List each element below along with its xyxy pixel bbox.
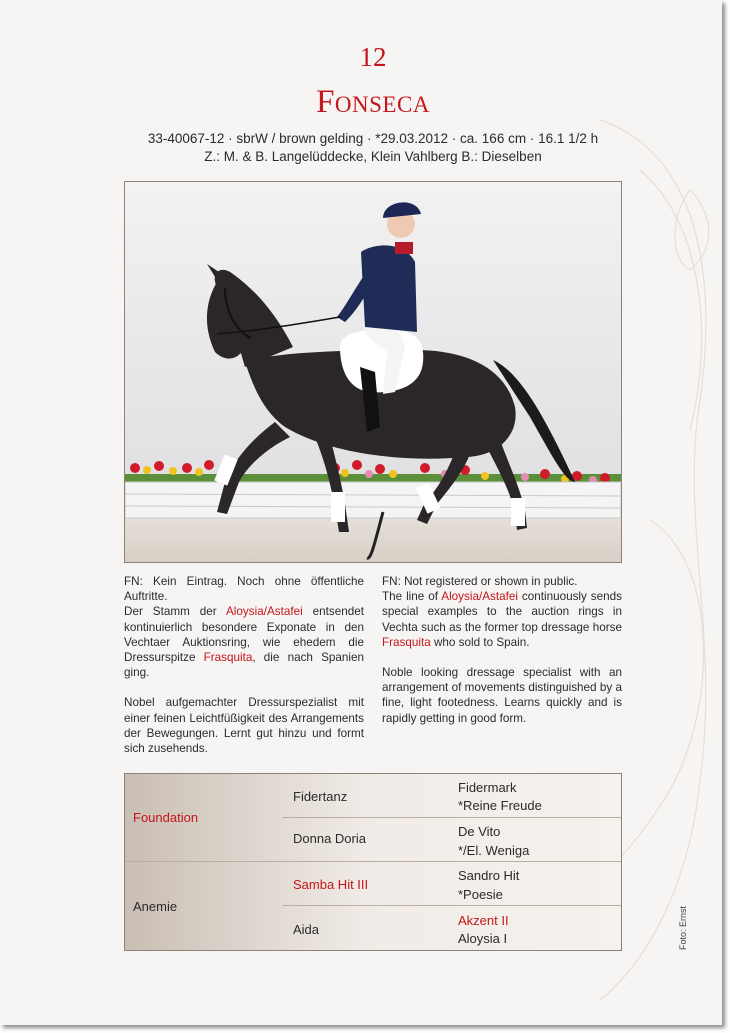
assessment-paragraph-de: Nobel aufgemachter Dressurspezialist mit einer feinen Leichtfüßigkeit des Arrangements der Bewegungen. Lernt gut hinzu und formt sich zusehends. — [124, 696, 364, 756]
description-english — [382, 574, 622, 726]
pedigree-sire: Foundation — [133, 810, 199, 825]
horse-name: Fonseca — [316, 84, 430, 120]
horse-details: 33-40067-12 · sbrW / brown gelding · *29.03.2012 · ca. 166 cm · 16.1 1/2 h — [147, 131, 599, 146]
pedigree-divider — [283, 905, 621, 906]
pedigree-ds-sire: Sandro Hit — [458, 868, 520, 883]
text-segment: Der Stamm der — [124, 605, 227, 619]
notable-relative-link: Frasquita — [382, 635, 431, 649]
fn-registration-de: FN: Kein Eintrag. Noch ohne öffentliche Auftritte. — [124, 575, 364, 604]
pedigree-dd-sire: Akzent II — [458, 913, 509, 928]
dam-line-link: Aloysia/Astafei — [441, 590, 518, 604]
text-segment: The line of — [382, 590, 442, 604]
horse-photo-illustration — [125, 182, 621, 562]
pedigree-divider — [125, 861, 621, 862]
dam-line-link: Aloysia/Astafei — [226, 605, 303, 619]
text-segment: who sold to Spain. — [430, 635, 530, 649]
pedigree-divider — [283, 817, 621, 818]
horse-photo — [124, 181, 622, 563]
pedigree-ds-dam: *Poesie — [458, 887, 503, 902]
pedigree-sire-dam: Donna Doria — [293, 831, 366, 846]
pedigree-sd-dam: */El. Weniga — [458, 843, 530, 858]
breeder-owner: Z.: M. & B. Langelüddecke, Klein Vahlberg B.: Dieselben — [204, 149, 542, 164]
pedigree-dam: Anemie — [133, 899, 178, 914]
lot-number: 12 — [359, 42, 387, 72]
dam-line-paragraph-en — [382, 589, 622, 650]
pedigree-dd-dam: Aloysia I — [458, 931, 508, 946]
pedigree-dam-sire: Samba Hit III — [293, 877, 369, 892]
pedigree-sire-sire: Fidertanz — [293, 789, 348, 804]
fn-registration-en: FN: Not registered or shown in public. — [382, 575, 578, 588]
text-segment: continuously sends special examples to the auction rings in Vechta such as the former top dressage horse — [382, 590, 622, 634]
pedigree-ss-sire: Fidermark — [458, 780, 517, 795]
assessment-paragraph-en: Noble looking dressage specialist with an arrangement of movements distinguished by a fine, light footedness. Learns quickly and is rapidly getting in good form. — [382, 666, 622, 725]
description-german — [124, 574, 364, 756]
photo-credit-text: Foto: Ernst — [678, 905, 688, 950]
notable-relative-link: Frasquita — [203, 651, 253, 665]
pedigree-table — [124, 773, 622, 951]
text-segment: , die nach Spanien ging. — [124, 651, 364, 680]
pedigree-ss-dam: *Reine Freude — [458, 798, 542, 813]
pedigree-dam-dam: Aida — [293, 922, 320, 937]
pedigree-sd-sire: De Vito — [458, 824, 501, 839]
arena-fence — [125, 482, 621, 518]
dam-line-paragraph-de — [124, 604, 364, 680]
text-segment: entsendet kontinuierlich besondere Exponate in den Vechtaer Auktionsring, wie ehedem die Dressurspitze — [124, 605, 364, 665]
